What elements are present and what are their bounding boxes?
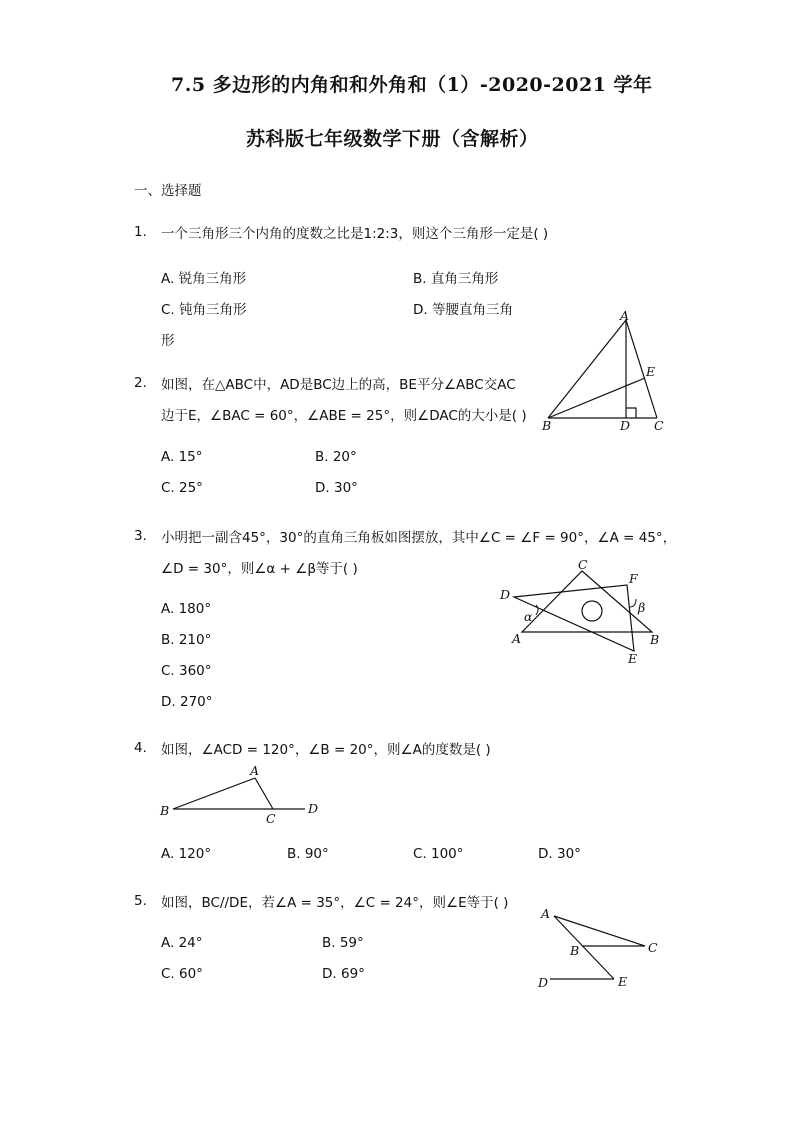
q2-figure [530, 308, 680, 436]
q1-option-a[interactable]: A. 锐角三角形 [161, 271, 247, 287]
q1-stem: 一个三角形三个内角的度数之比是1:2:3，则这个三角形一定是( ) [161, 226, 549, 242]
q3-figure [492, 555, 672, 670]
q5-label-a: A [541, 906, 551, 921]
q2-side-ab [548, 320, 626, 418]
q5-option-b[interactable]: B. 59° [322, 935, 364, 951]
q1-option-d-wrap: 形 [161, 333, 175, 349]
q3-beta-arc [630, 599, 636, 607]
q5-label-b: B [570, 943, 580, 958]
q2-stem-line2: 边于E，∠BAC = 60°，∠ABE = 25°，则∠DAC的大小是( ) [161, 408, 527, 424]
q2-label-b: B [542, 418, 552, 433]
q5-stem: 如图，BC//DE，若∠A = 35°，∠C = 24°，则∠E等于( ) [161, 895, 509, 911]
q4-label-c: C [266, 811, 276, 826]
q3-stem-line2: ∠D = 30°，则∠α + ∠β等于( ) [161, 561, 358, 577]
section-heading: 一、选择题 [134, 183, 202, 199]
q5-option-d[interactable]: D. 69° [322, 966, 365, 982]
q3-label-alpha: α [524, 609, 533, 624]
q4-label-b: B [160, 803, 170, 818]
q2-number: 2. [134, 375, 147, 391]
q3-option-c[interactable]: C. 360° [161, 663, 212, 679]
q2-label-a: A [620, 308, 630, 323]
q2-option-b[interactable]: B. 20° [315, 449, 357, 465]
q3-label-beta: β [638, 600, 646, 615]
q1-option-c[interactable]: C. 钝角三角形 [161, 302, 247, 318]
q3-label-e: E [628, 651, 638, 666]
q4-option-b[interactable]: B. 90° [287, 846, 329, 862]
q5-label-d: D [538, 975, 549, 990]
q3-circle-hole [582, 601, 602, 621]
q4-stem: 如图，∠ACD = 120°，∠B = 20°，则∠A的度数是( ) [161, 742, 491, 758]
q2-bisector-be [548, 378, 645, 418]
q1-option-b[interactable]: B. 直角三角形 [413, 271, 499, 287]
q2-right-angle-mark [626, 408, 636, 418]
q3-label-c: C [578, 557, 588, 572]
q1-option-d[interactable]: D. 等腰直角三角 [413, 302, 513, 318]
q4-side-ba [173, 778, 255, 809]
q3-label-a: A [512, 631, 522, 646]
q3-label-d: D [500, 587, 511, 602]
q2-label-c: C [654, 418, 664, 433]
q3-number: 3. [134, 528, 147, 544]
q4-label-d: D [308, 801, 319, 816]
q2-option-c[interactable]: C. 25° [161, 480, 203, 496]
q4-option-c[interactable]: C. 100° [413, 846, 464, 862]
q4-option-d[interactable]: D. 30° [538, 846, 581, 862]
document-title-line1: 7.5 多边形的内角和和外角和（1）-2020-2021 学年 [171, 74, 653, 96]
q3-option-b[interactable]: B. 210° [161, 632, 212, 648]
q4-number: 4. [134, 740, 147, 756]
q5-option-c[interactable]: C. 60° [161, 966, 203, 982]
q3-option-d[interactable]: D. 270° [161, 694, 213, 710]
q3-label-b: B [650, 632, 660, 647]
q2-stem-line1: 如图，在△ABC中，AD是BC边上的高，BE平分∠ABC交AC [161, 377, 516, 393]
q2-option-a[interactable]: A. 15° [161, 449, 203, 465]
q2-label-e: E [646, 364, 656, 379]
document-title-line2: 苏科版七年级数学下册（含解析） [246, 128, 539, 150]
q4-label-a: A [250, 763, 260, 778]
q3-option-a[interactable]: A. 180° [161, 601, 212, 617]
q5-figure [530, 898, 670, 994]
q1-number: 1. [134, 224, 147, 240]
q4-option-a[interactable]: A. 120° [161, 846, 212, 862]
q5-label-c: C [648, 940, 658, 955]
q4-figure [155, 760, 330, 828]
q2-option-d[interactable]: D. 30° [315, 480, 358, 496]
q2-label-d: D [620, 418, 631, 433]
q5-option-a[interactable]: A. 24° [161, 935, 203, 951]
q3-stem-line1: 小明把一副含45°，30°的直角三角板如图摆放，其中∠C = ∠F = 90°，∠A = 45°， [161, 530, 677, 546]
q3-label-f: F [629, 571, 638, 586]
q4-side-ac [255, 778, 273, 809]
q5-label-e: E [618, 974, 628, 989]
q5-number: 5. [134, 893, 147, 909]
